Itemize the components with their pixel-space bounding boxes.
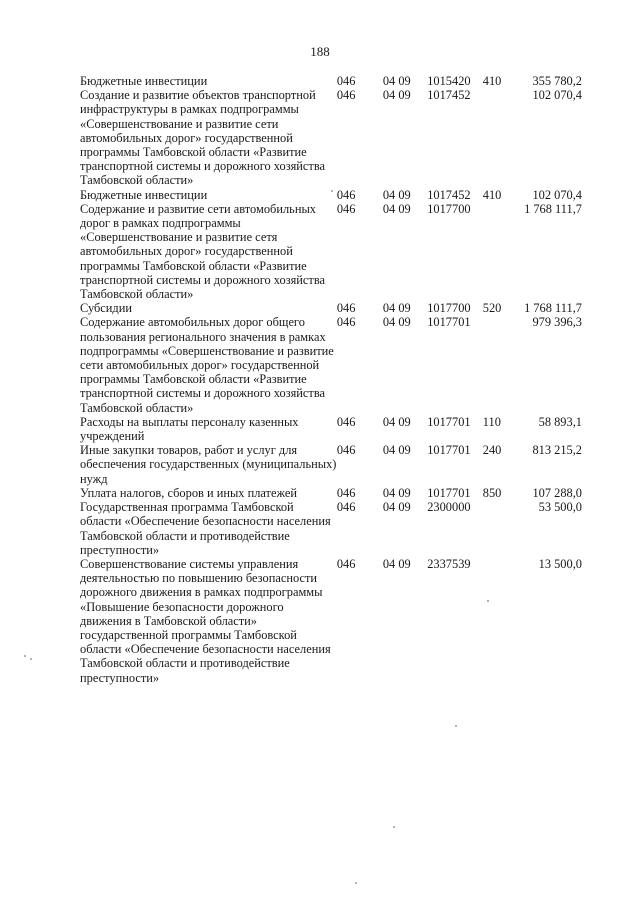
- amount: 1 768 111,7: [524, 201, 582, 216]
- ministry-code: 046: [336, 74, 356, 88]
- row-name: Совершенствование системы управления деятельностью по повышению безопасности дорожного движения в рамках подпрограммы «Повышение безопасности дорожного движения в Тамбовской области» государственной программы Тамбовской области «Обеспечение безопасности населения Тамбовской области и противодействие преступности»: [80, 556, 331, 685]
- expense-type-code: 410: [482, 187, 502, 202]
- ministry-code: 046: [336, 301, 356, 316]
- section-code: 04 09: [382, 187, 411, 202]
- target-code: 1017700: [427, 201, 471, 216]
- target-code: 2300000: [427, 500, 471, 515]
- ministry-code: 046: [336, 201, 356, 216]
- ministry-code: 046: [336, 88, 356, 103]
- ministry-code: 046: [336, 500, 356, 515]
- table-row: [80, 74, 582, 88]
- table-row: [80, 301, 582, 315]
- table-row: [80, 500, 582, 557]
- row-name: Содержание автомобильных дорог общего пользования регионального значения в рамках подпрограммы «Совершенствование и развитие сети автомобильных дорог» государственной программы Тамбовской области «Развитие транспортной системы и дорожного хозяйства Тамбовской области»: [80, 315, 334, 415]
- table-row: [80, 557, 582, 685]
- section-code: 04 09: [382, 500, 411, 515]
- section-code: 04 09: [382, 556, 411, 571]
- target-code: 1015420: [427, 74, 471, 88]
- ministry-code: 046: [336, 414, 356, 429]
- table-row: [80, 415, 582, 443]
- expense-type-code: 110: [482, 414, 501, 429]
- target-code: 1017700: [427, 301, 471, 316]
- section-code: 04 09: [382, 301, 411, 316]
- scan-speck: [393, 826, 395, 828]
- ministry-code: 046: [336, 443, 356, 458]
- expense-type-code: [483, 500, 518, 557]
- budget-table: [80, 74, 582, 685]
- target-code: 1017452: [427, 88, 471, 103]
- ministry-code: 046: [336, 485, 356, 500]
- scan-speck: [355, 882, 357, 884]
- amount: 979 396,3: [532, 315, 582, 330]
- section-code: 04 09: [382, 201, 411, 216]
- table-row: [80, 315, 582, 414]
- target-code: 1017452: [427, 187, 471, 202]
- section-code: 04 09: [382, 443, 411, 458]
- amount: 58 893,1: [538, 414, 582, 429]
- ministry-code: 046: [336, 187, 356, 202]
- page-number: 188: [310, 44, 330, 59]
- row-name: Создание и развитие объектов транспортной инфраструктуры в рамках подпрограммы «Совершенствование и развитие сети автомобильных дорог» государственной программы Тамбовской области «Развитие транспортной системы и дорожного хозяйства Тамбовской области»: [80, 88, 326, 188]
- expense-type-code: 410: [482, 74, 502, 88]
- ministry-code: 046: [336, 315, 356, 330]
- row-name: Государственная программа Тамбовской области «Обеспечение безопасности населения Тамбовской области и противодействие преступности»: [80, 500, 331, 557]
- section-code: 04 09: [382, 414, 411, 429]
- row-name: Содержание и развитие сети автомобильных дорог в рамках подпрограммы «Совершенствование и развитие сетя автомобильных дорог» государственной программы Тамбовской области «Развитие транспортной системы и дорожного хозяйства Тамбовской области»: [80, 201, 326, 302]
- target-code: 2337539: [427, 556, 471, 571]
- scan-speck: [30, 658, 32, 660]
- section-code: 04 09: [382, 88, 411, 103]
- expense-type-code: 240: [482, 443, 502, 458]
- amount: 1 768 111,7: [524, 301, 582, 316]
- section-code: 04 09: [382, 485, 411, 500]
- row-name: Уплата налогов, сборов и иных платежей: [80, 485, 298, 500]
- scan-speck: [24, 655, 26, 657]
- scan-speck: [455, 725, 457, 727]
- scan-speck: [487, 600, 489, 602]
- target-code: 1017701: [427, 443, 471, 458]
- expense-type-code: 850: [482, 485, 502, 500]
- expense-type-code: [483, 557, 518, 685]
- expense-type-code: 520: [482, 301, 502, 316]
- expense-type-code: [483, 315, 518, 414]
- target-code: 1017701: [427, 315, 471, 330]
- row-name: Иные закупки товаров, работ и услуг для обеспечения государственных (муниципальных) нужд: [80, 443, 337, 486]
- amount: 355 780,2: [532, 74, 582, 88]
- amount: 102 070,4: [532, 88, 582, 103]
- row-name: Расходы на выплаты персоналу казенных учреждений: [80, 414, 299, 444]
- row-name: Субсидии: [80, 301, 132, 316]
- amount: 102 070,4: [532, 187, 582, 202]
- expense-type-code: [483, 88, 518, 187]
- amount: 107 288,0: [532, 485, 582, 500]
- ministry-code: 046: [336, 556, 356, 571]
- amount: 813 215,2: [532, 443, 582, 458]
- section-code: 04 09: [382, 74, 411, 88]
- table-row: [80, 202, 582, 301]
- target-code: 1017701: [427, 485, 471, 500]
- scan-speck: [331, 190, 333, 192]
- expense-type-code: [483, 202, 518, 301]
- target-code: 1017701: [427, 414, 471, 429]
- amount: 13 500,0: [538, 556, 582, 571]
- amount: 53 500,0: [538, 500, 582, 515]
- row-name: Бюджетные инвестиции: [80, 74, 208, 88]
- section-code: 04 09: [382, 315, 411, 330]
- row-name: Бюджетные инвестиции: [80, 187, 208, 202]
- table-row: [80, 486, 582, 500]
- table-row: [80, 443, 582, 486]
- table-row: [80, 88, 582, 187]
